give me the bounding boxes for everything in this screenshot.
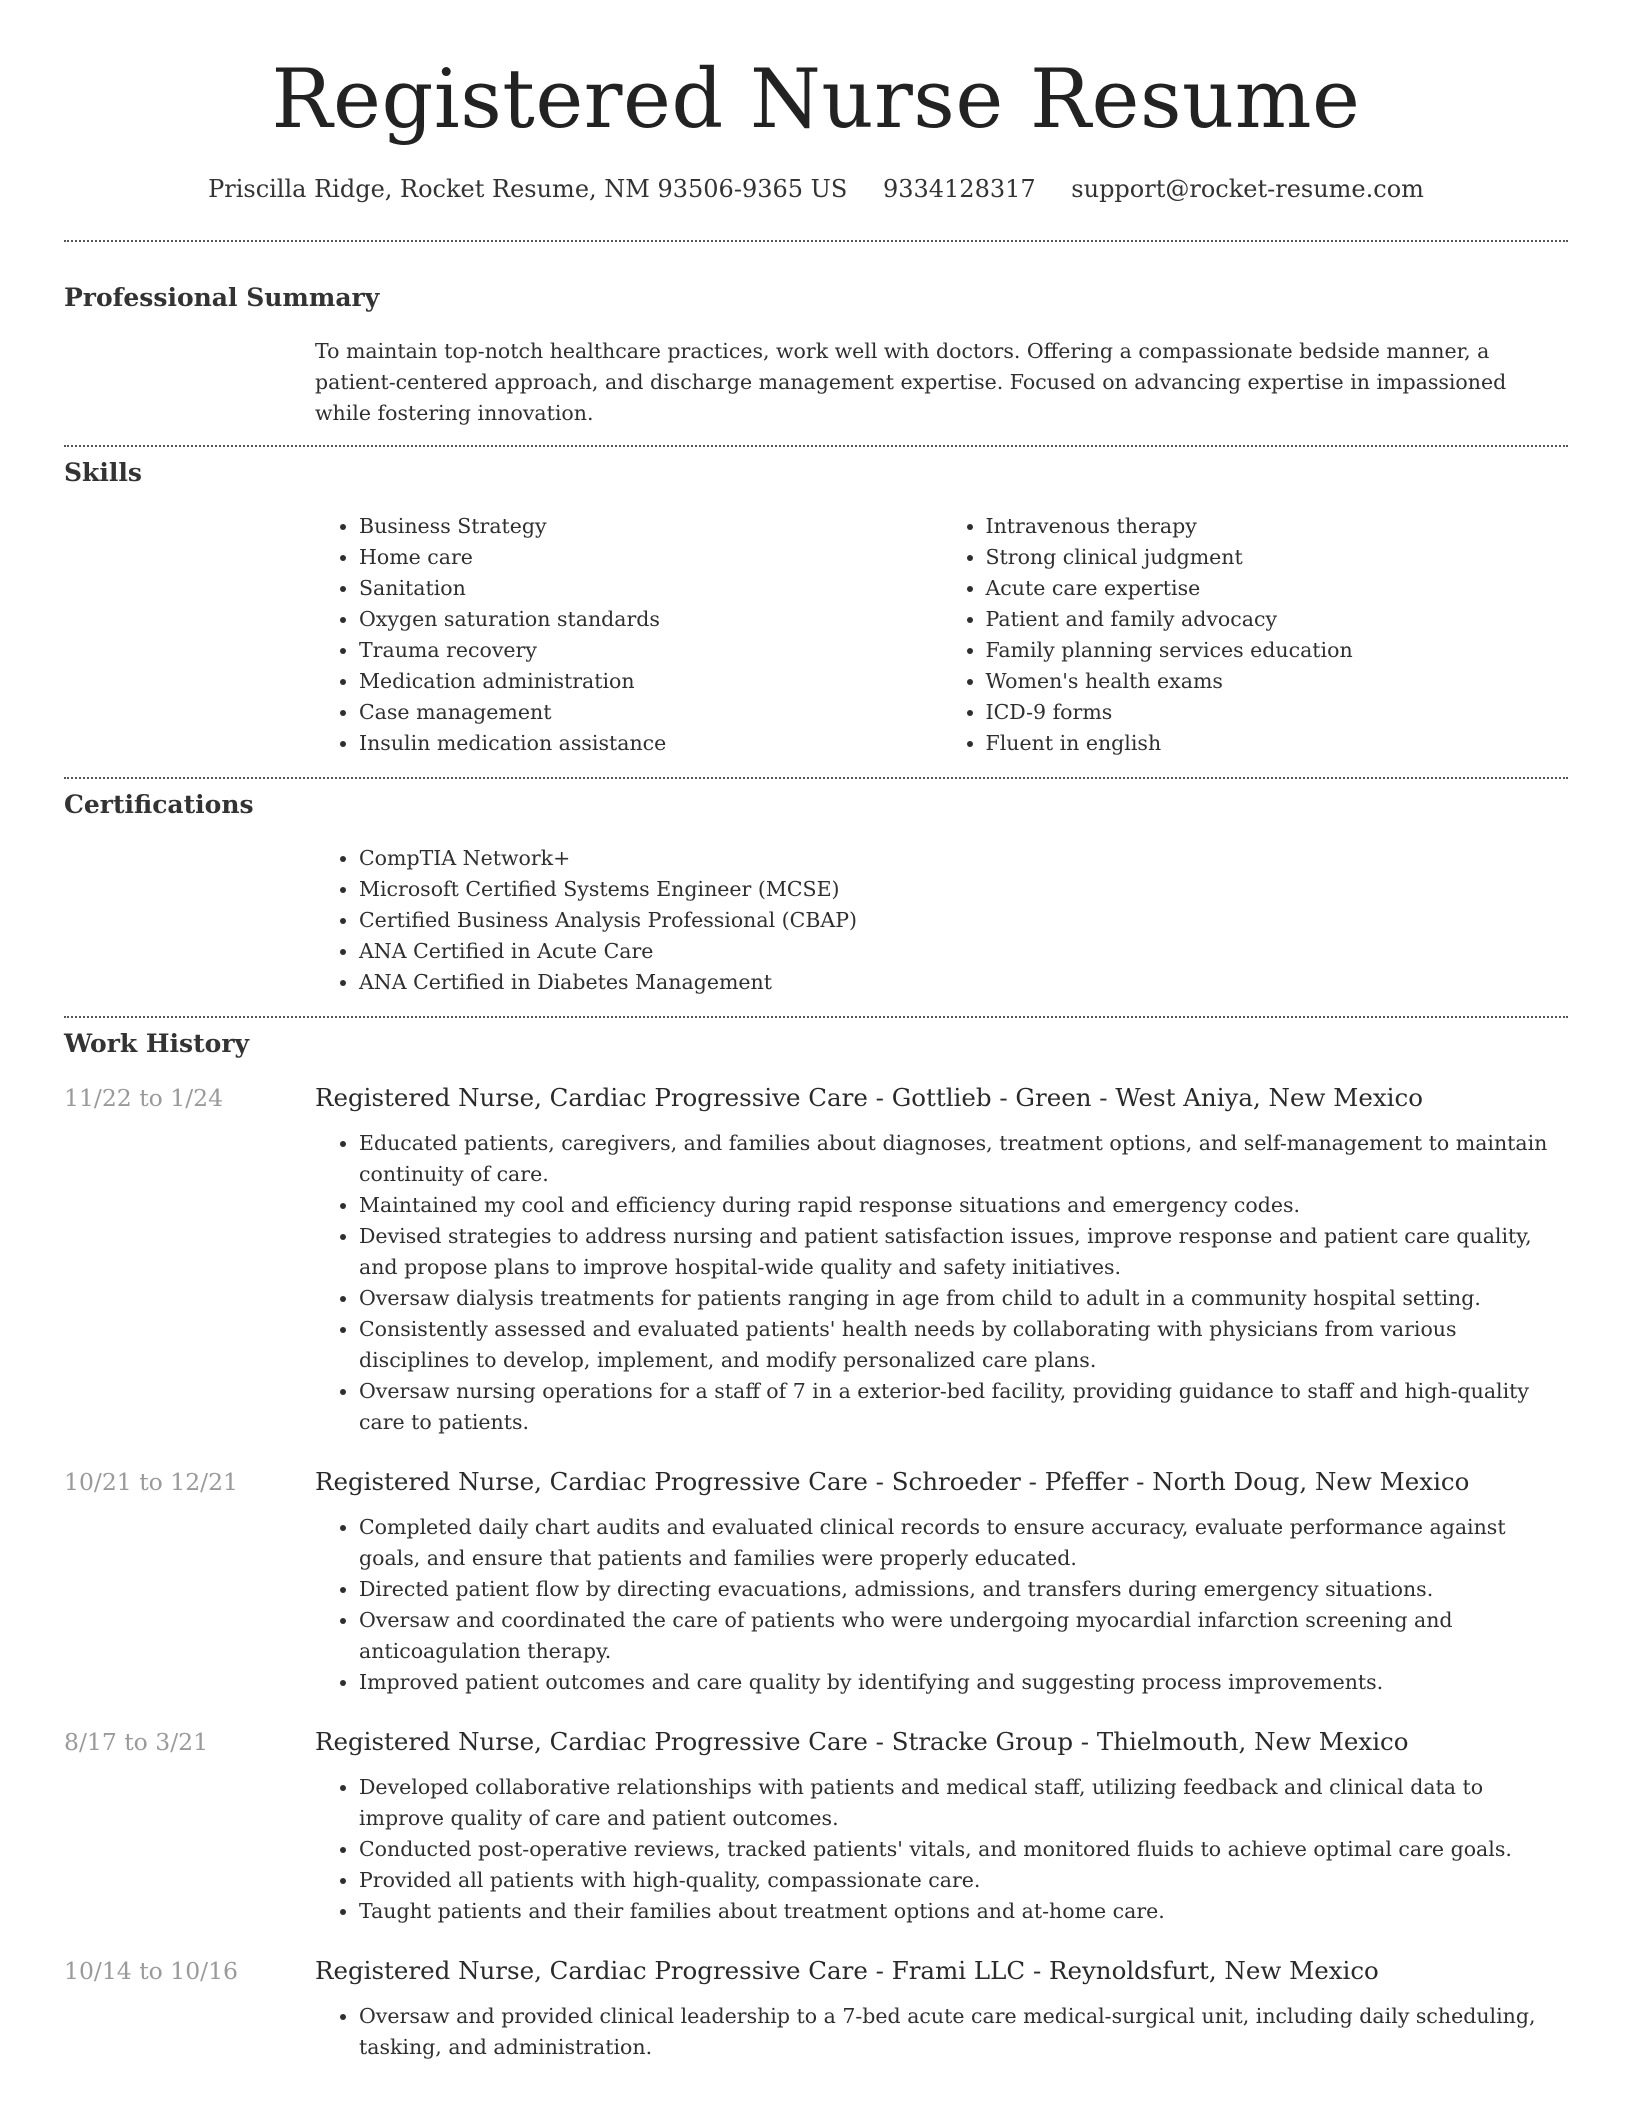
job-title: Registered Nurse, Cardiac Progressive Care - Gottlieb - Green - West Aniya, New Mexico [315,1083,1423,1112]
certification-item: • Microsoft Certified Systems Engineer (MCSE) [359,874,1568,905]
contact-line [64,174,1568,204]
certifications-list [315,843,1568,998]
job-dates: 8/17 to 3/21 [64,1728,209,1756]
skill-item: • Fluent in english [986,728,1569,759]
skills-list-left [315,511,942,759]
job-bullets [315,1128,1568,1438]
job-entry [64,1953,1568,2063]
work-section [64,1018,1568,2063]
skill-item: • Strong clinical judgment [986,542,1569,573]
work-heading: Work History [64,1029,250,1058]
job-entry [64,1724,1568,1927]
skill-item: • Acute care expertise [986,573,1569,604]
skill-item: • Family planning services education [986,635,1569,666]
contact-address: Priscilla Ridge, Rocket Resume, NM 93506-9365 US [208,175,848,203]
summary-section [64,242,1568,445]
skill-item: • ICD-9 forms [986,697,1569,728]
job-title: Registered Nurse, Cardiac Progressive Care - Frami LLC - Reynoldsfurt, New Mexico [315,1956,1379,1985]
job-bullet: • Oversaw and provided clinical leadership to a 7-bed acute care medical-surgical unit, including daily scheduling, tasking, and administration. [359,2001,1568,2063]
job-bullet: • Provided all patients with high-quality, compassionate care. [359,1865,1568,1896]
job-bullet: • Devised strategies to address nursing and patient satisfaction issues, improve response and patient care quality, and propose plans to improve hospital-wide quality and safety initiatives. [359,1221,1568,1283]
skill-item: • Women's health exams [986,666,1569,697]
skills-columns [315,511,1568,759]
skill-item: • Sanitation [359,573,942,604]
job-bullet: • Oversaw nursing operations for a staff of 7 in a exterior-bed facility, providing guidance to staff and high-quality care to patients. [359,1376,1568,1438]
job-bullet: • Consistently assessed and evaluated patients' health needs by collaborating with physicians from various disciplines to develop, implement, and modify personalized care plans. [359,1314,1568,1376]
skills-heading: Skills [64,458,142,487]
skill-item: • Trauma recovery [359,635,942,666]
job-dates: 10/21 to 12/21 [64,1468,238,1496]
job-title: Registered Nurse, Cardiac Progressive Care - Schroeder - Pfeffer - North Doug, New Mexico [315,1467,1470,1496]
job-bullets [315,1512,1568,1698]
job-bullet: • Oversaw dialysis treatments for patients ranging in age from child to adult in a community hospital setting. [359,1283,1568,1314]
certification-item: • CompTIA Network+ [359,843,1568,874]
skill-item: • Medication administration [359,666,942,697]
job-bullets [315,2001,1568,2063]
resume-title: Registered Nurse Resume [271,53,1361,147]
certification-item: • Certified Business Analysis Professional (CBAP) [359,905,1568,936]
resume-page [64,0,1568,2089]
job-dates: 11/22 to 1/24 [64,1084,224,1112]
job-bullet: • Taught patients and their families about treatment options and at-home care. [359,1896,1568,1927]
job-bullet: • Conducted post-operative reviews, tracked patients' vitals, and monitored fluids to achieve optimal care goals. [359,1834,1568,1865]
certification-item: • ANA Certified in Acute Care [359,936,1568,967]
certifications-section [64,779,1568,1016]
certification-item: • ANA Certified in Diabetes Management [359,967,1568,998]
certifications-heading: Certifications [64,790,254,819]
job-bullets [315,1772,1568,1927]
job-dates: 10/14 to 10/16 [64,1957,238,1985]
skill-item: • Patient and family advocacy [986,604,1569,635]
job-bullet: • Improved patient outcomes and care quality by identifying and suggesting process improvements. [359,1667,1568,1698]
job-bullet: • Maintained my cool and efficiency during rapid response situations and emergency codes. [359,1190,1568,1221]
job-bullet: • Completed daily chart audits and evaluated clinical records to ensure accuracy, evaluate performance against goals, and ensure that patients and families were properly educated. [359,1512,1568,1574]
job-bullet: • Oversaw and coordinated the care of patients who were undergoing myocardial infarction screening and anticoagulation therapy. [359,1605,1568,1667]
skill-item: • Oxygen saturation standards [359,604,942,635]
skill-item: • Insulin medication assistance [359,728,942,759]
job-title: Registered Nurse, Cardiac Progressive Care - Stracke Group - Thielmouth, New Mexico [315,1727,1409,1756]
job-bullet: • Directed patient flow by directing evacuations, admissions, and transfers during emergency situations. [359,1574,1568,1605]
skill-item: • Home care [359,542,942,573]
job-bullet: • Developed collaborative relationships with patients and medical staff, utilizing feedback and clinical data to improve quality of care and patient outcomes. [359,1772,1568,1834]
job-entry [64,1464,1568,1698]
job-bullet: • Educated patients, caregivers, and families about diagnoses, treatment options, and self-management to maintain continuity of care. [359,1128,1568,1190]
skill-item: • Case management [359,697,942,728]
skill-item: • Business Strategy [359,511,942,542]
contact-phone: 9334128317 [882,175,1036,203]
job-entry [64,1080,1568,1438]
skills-list-right [942,511,1569,759]
summary-heading: Professional Summary [64,283,380,312]
skills-section [64,447,1568,777]
contact-email: support@rocket-resume.com [1071,175,1424,203]
skill-item: • Intravenous therapy [986,511,1569,542]
summary-text: To maintain top-notch healthcare practices, work well with doctors. Offering a compassionate bedside manner, a patient-centered approach, and discharge management expertise. Focused on advancing expertise in impassioned while fostering innovation. [315,339,1507,425]
certifications-list-wrap [315,843,1568,998]
